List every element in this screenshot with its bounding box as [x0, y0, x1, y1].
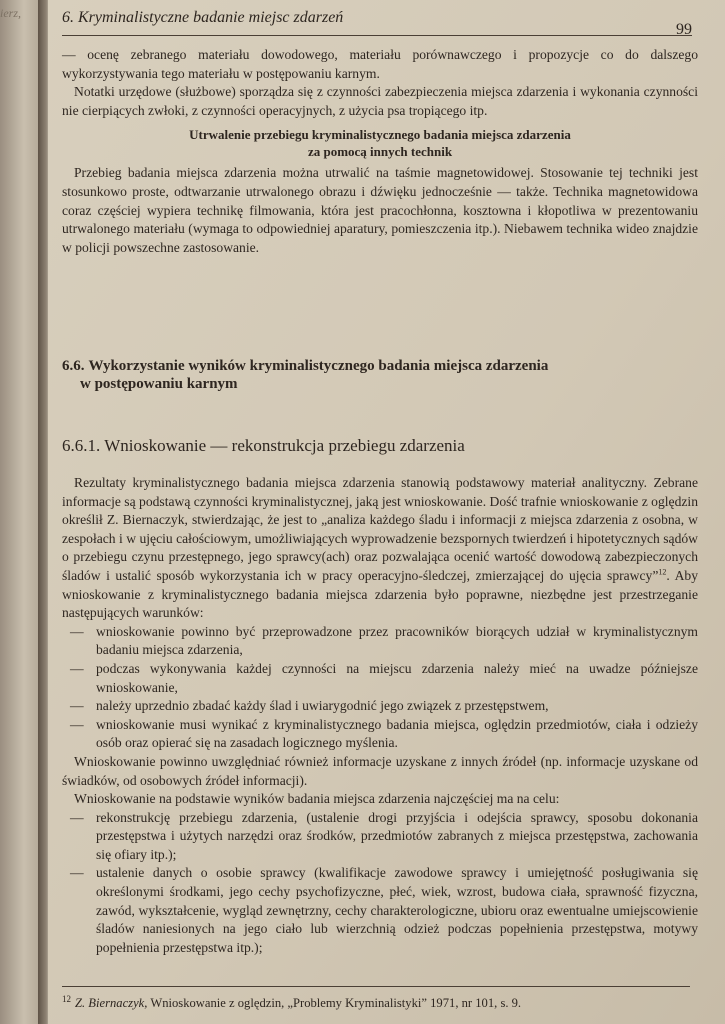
subheading-line-2: za pomocą innych technik — [307, 144, 453, 160]
list-item-text: rekonstrukcję przebiegu zdarzenia, (ustalenie drogi przyjścia i odejścia sprawcy, sposobu dokonania przestępstwa i użytych narzędzi oraz środków, przedmiotów zabranych z miejsca przestępstwa, zachowania się ofiary itp.); — [96, 809, 698, 862]
list-item-text: wnioskowanie musi wynikać z kryminalistycznego badania miejsca, oględzin przedmiotów, ciała i odzieży osób oraz opierać się na zasadach logicznego myślenia. — [96, 716, 698, 751]
section-number: 6.6. — [62, 358, 85, 374]
list-item — [62, 623, 698, 660]
book-page — [48, 0, 725, 1024]
list-item — [62, 660, 698, 697]
list-item-text: podczas wykonywania każdej czynności na miejscu zdarzenia należy mieć na uwadze późniejsze wnioskowanie, — [96, 660, 698, 695]
list-item-text: ustalenie danych o osobie sprawcy (kwalifikacje zawodowe sprawcy i umiejętność posługiwania się określonymi środkami, jego cechy psychofizyczne, płeć, wiek, wzrost, budowa ciała, sprawność fizyczna, zawód, wykształcenie, wygląd zewnętrzny, cechy charakterologiczne, ubioru oraz ewentualne umiejscowienie śladów naniesionych na jego ciało lub wierzchnią odzież podczas popełnienia przestępstwa, motywy popełnienia przestępstwa itp.); — [96, 865, 698, 955]
paragraph-results — [62, 474, 698, 623]
left-page-text: ierz, — [0, 6, 21, 20]
list-item — [62, 864, 698, 957]
footnote-author: Z. Biernaczyk, — [75, 996, 148, 1011]
footnote — [62, 994, 521, 1011]
footnote-text: Wnioskowanie z oględzin, „Problemy Kryminalistyki” 1971, nr 101, s. 9. — [150, 996, 522, 1011]
dash-marker: — — [70, 809, 84, 825]
footnote-mark: 12 — [62, 994, 71, 1004]
footnote-divider — [62, 986, 690, 987]
subsection-heading: 6.6.1. Wnioskowanie — rekonstrukcja przebiegu zdarzenia — [62, 436, 465, 455]
paragraph-official-notes: Notatki urzędowe (służbowe) sporządza się z czynności zabezpieczenia miejsca zdarzenia i wykonania czynności nie cierpiących zwłoki, z czynności operacyjnych, z użycia psa tropiącego itp. — [62, 84, 698, 118]
section-heading — [62, 357, 662, 393]
paragraph-results-tail: . Aby wnioskowanie z kryminalistycznego badania miejsca zdarzenia było poprawne, niezbędne jest przestrzeganie następujących warunków: — [62, 567, 698, 621]
running-title: 6. Kryminalistyczne badanie miejsc zdarzeń — [62, 9, 344, 26]
body-text-block — [62, 474, 698, 957]
section-title-line-1: Wykorzystanie wyników kryminalistycznego badania miejsca zdarzenia — [88, 358, 549, 374]
section-title-line-2: w postępowaniu karnym — [80, 376, 238, 392]
dash-marker: — — [70, 865, 84, 881]
top-text-block — [62, 46, 698, 257]
footnote-reference: 12 — [658, 567, 667, 577]
list-item-text: wnioskowanie powinno być przeprowadzone przez pracowników biorących udział w kryminalistycznym badaniu miejsca zdarzenia, — [96, 623, 698, 658]
paragraph-goals-intro: Wnioskowanie na podstawie wyników badania miejsca zdarzenia najczęściej ma na celu: — [74, 791, 560, 807]
dash-marker: — — [70, 660, 84, 676]
page-number: 99 — [676, 21, 692, 38]
list-item — [62, 697, 698, 716]
list-item-text: należy uprzednio zbadać każdy ślad i uwiarygodnić jego związek z przestępstwem, — [96, 698, 549, 714]
paragraph-evidence-assessment: — ocenę zebranego materiału dowodowego, materiału porównawczego i propozycje co do dalszego wykorzystywania tego materiału w postępowaniu karnym. — [62, 47, 698, 81]
left-page-edge — [0, 0, 40, 1024]
conditions-list — [62, 623, 698, 753]
dash-marker: — — [70, 716, 84, 732]
paragraph-other-sources: Wnioskowanie powinno uwzględniać również informacje uzyskane z innych źródeł (np. informacje uzyskane od świadków, od osobowych źródeł informacji). — [62, 753, 698, 788]
paragraph-results-text: Rezultaty kryminalistycznego badania miejsca zdarzenia stanowią podstawowy materiał analityczny. Zebrane informacje są podstawą czynności kryminalistycznej, jaką jest wnioskowanie. Dość trafnie wnioskowanie z oględzin określił Z. Biernaczyk, stwierdzając, że jest to „analiza każdego śladu i informacji z miejsca zdarzenia z osobna, w zespołach i w ujęciu całościowym, umożliwiających wyprowadzenie bezspornych twierdzeń i hipotetycznych sądów o przebiegu czynu przestępnego, jego sprawcy(ach) oraz pozwalająca ocenić wartość dowodową zabezpieczonych śladów i ustalić sposób wykorzystania ich w pracy operacyjno-śledczej, zmierzającej do ujęcia sprawcy” — [62, 475, 698, 583]
dash-marker: — — [70, 623, 84, 639]
list-item — [62, 809, 698, 865]
list-item — [62, 716, 698, 753]
running-header — [62, 5, 692, 36]
dash-marker: — — [70, 698, 84, 714]
paragraph-video-recording: Przebieg badania miejsca zdarzenia można utrwalić na taśmie magnetowidowej. Stosowanie tej techniki jest stosunkowo proste, odtwarzanie utrwalonego obrazu i dźwięku jednocześnie — także. Technika magnetowidowa coraz częściej wypiera technikę filmowania, która jest pracochłonna, kosztowna i kłopotliwa w prezentowaniu utrwalonego materiału (wymaga to odpowiedniej aparatury, pomieszczenia itp.). Niebawem technika wideo znajdzie w policji powszechne zastosowanie. — [62, 165, 698, 255]
subheading-recording — [62, 126, 698, 160]
subheading-line-1: Utrwalenie przebiegu kryminalistycznego badania miejsca zdarzenia — [189, 127, 571, 143]
goals-list — [62, 809, 698, 958]
